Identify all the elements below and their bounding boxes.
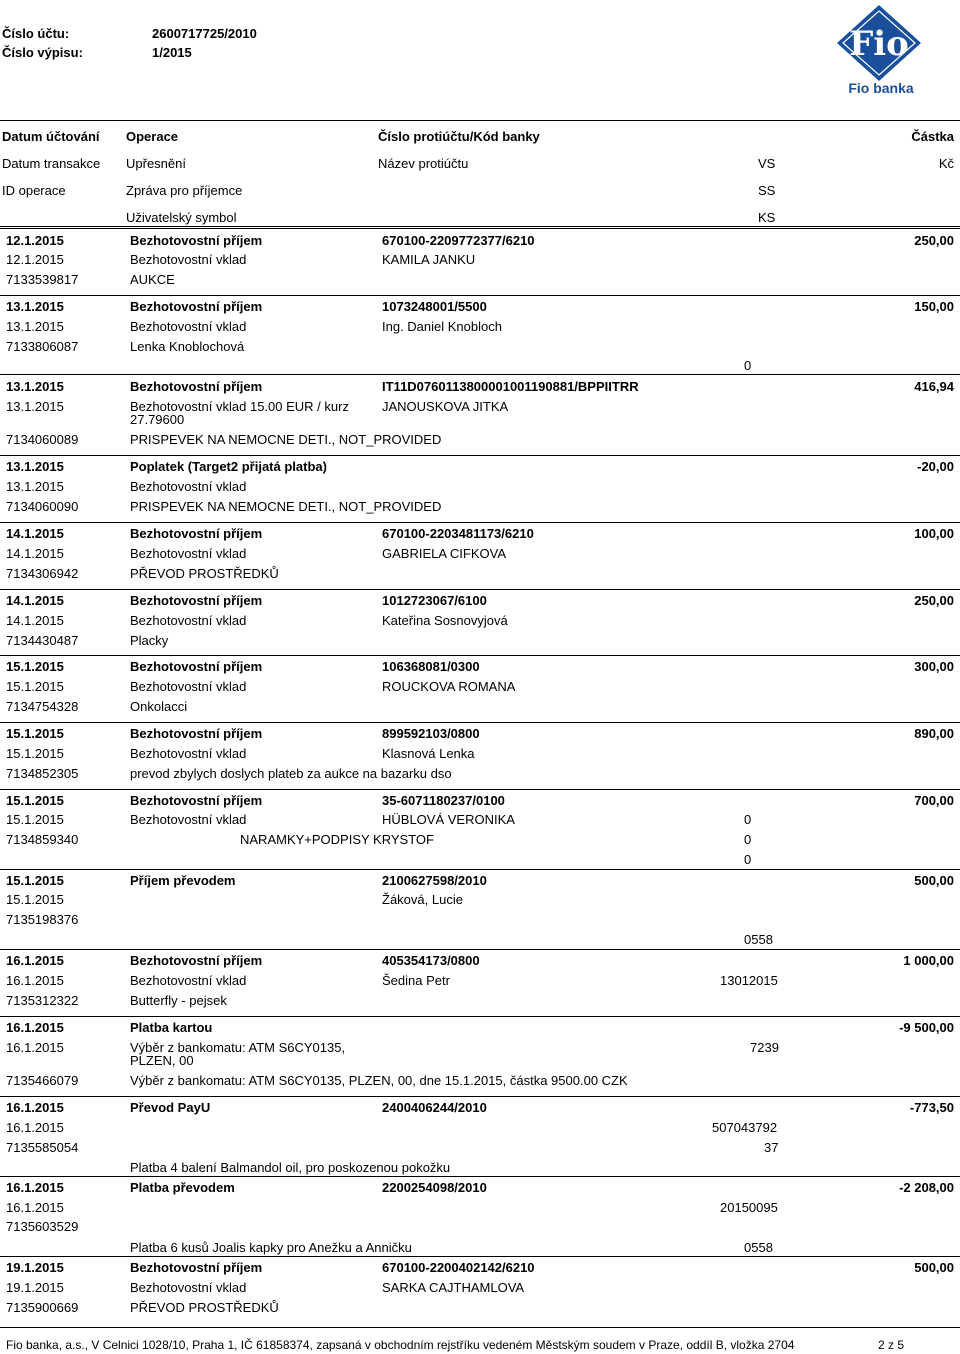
col-header-vs: VS	[758, 156, 776, 171]
txn-id: 7135603529	[6, 1219, 79, 1234]
txn-id: 7135585054	[6, 1140, 79, 1155]
page-number: 2 z 5	[878, 1338, 905, 1352]
txn-date: 16.1.2015	[6, 1100, 64, 1115]
txn-operation: Příjem převodem	[130, 873, 236, 888]
txn-date2: 15.1.2015	[6, 746, 64, 761]
txn-vs: 20150095	[720, 1200, 778, 1215]
row-rule	[0, 455, 960, 456]
txn-account: 2100627598/2010	[382, 873, 487, 888]
txn-date: 19.1.2015	[6, 1260, 64, 1275]
txn-id: 7135466079	[6, 1073, 79, 1088]
txn-message: Placky	[130, 633, 169, 648]
txn-message: PŘEVOD PROSTŘEDKŮ	[130, 1300, 279, 1315]
col-header-user-symbol: Uživatelský symbol	[126, 210, 237, 225]
statement-value: 1/2015	[152, 45, 192, 60]
txn-id: 7134060089	[6, 432, 79, 447]
txn-detail: Bezhotovostní vklad	[130, 679, 247, 694]
txn-ks: 0	[744, 358, 752, 373]
txn-operation: Bezhotovostní příjem	[130, 233, 263, 248]
txn-message: NARAMKY+PODPISY KRYSTOF	[240, 832, 434, 847]
txn-message: PŘEVOD PROSTŘEDKŮ	[130, 566, 279, 581]
row-rule	[0, 589, 960, 590]
col-header-operation: Operace	[126, 129, 179, 144]
txn-name: JANOUSKOVA JITKA	[382, 399, 509, 414]
txn-detail: Bezhotovostní vklad	[130, 479, 247, 494]
txn-date: 16.1.2015	[6, 1020, 64, 1035]
txn-name: Šedina Petr	[382, 973, 450, 988]
txn-date: 14.1.2015	[6, 526, 64, 541]
txn-date2: 14.1.2015	[6, 546, 64, 561]
col-header-transaction-date: Datum transakce	[2, 156, 101, 171]
txn-operation: Bezhotovostní příjem	[130, 379, 263, 394]
row-rule	[0, 869, 960, 870]
row-rule	[0, 722, 960, 723]
txn-ss: 0	[744, 832, 752, 847]
txn-date2: 13.1.2015	[6, 479, 64, 494]
txn-message: PRISPEVEK NA NEMOCNE DETI., NOT_PROVIDED	[130, 499, 442, 514]
txn-name: Kateřina Sosnovyjová	[382, 613, 508, 628]
row-rule	[0, 1176, 960, 1177]
txn-id: 7133806087	[6, 339, 79, 354]
col-header-detail: Upřesnění	[126, 156, 186, 171]
txn-account: 670100-2200402142/6210	[382, 1260, 535, 1275]
txn-operation: Bezhotovostní příjem	[130, 659, 263, 674]
statement-label: Číslo výpisu:	[2, 45, 83, 60]
txn-vs: 0	[744, 812, 752, 827]
txn-operation: Platba kartou	[130, 1020, 213, 1035]
txn-account: 405354173/0800	[382, 953, 480, 968]
txn-amount: 700,00	[914, 793, 954, 808]
col-header-name: Název protiúčtu	[378, 156, 469, 171]
txn-date2: 15.1.2015	[6, 812, 64, 827]
logo-caption: Fio banka	[848, 80, 914, 96]
txn-message: PRISPEVEK NA NEMOCNE DETI., NOT_PROVIDED	[130, 432, 442, 447]
row-rule	[0, 374, 960, 375]
txn-account: 35-6071180237/0100	[382, 793, 505, 808]
txn-amount: 890,00	[914, 726, 954, 741]
row-rule	[0, 522, 960, 523]
txn-account: IT11D0760113800001001190881/BPPIITRR	[382, 379, 639, 394]
txn-date: 15.1.2015	[6, 793, 64, 808]
txn-name: HÜBLOVÁ VERONIKA	[382, 812, 515, 827]
txn-name: Ing. Daniel Knobloch	[382, 319, 502, 334]
txn-detail: Bezhotovostní vklad	[130, 746, 247, 761]
txn-account: 670100-2209772377/6210	[382, 233, 535, 248]
txn-id: 7133539817	[6, 272, 79, 287]
row-rule	[0, 949, 960, 950]
txn-amount: -9 500,00	[899, 1020, 954, 1035]
txn-message: Platba 6 kusů Joalis kapky pro Anežku a Anničku	[130, 1240, 412, 1255]
col-header-amount: Částka	[911, 129, 954, 144]
txn-account: 670100-2203481173/6210	[382, 526, 534, 541]
txn-name: ROUCKOVA ROMANA	[382, 679, 516, 694]
txn-account: 899592103/0800	[382, 726, 480, 741]
txn-operation: Bezhotovostní příjem	[130, 1260, 263, 1275]
txn-id: 7134306942	[6, 566, 79, 581]
txn-date2: 15.1.2015	[6, 679, 64, 694]
txn-amount: -2 208,00	[899, 1180, 954, 1195]
txn-id: 7134430487	[6, 633, 79, 648]
txn-id: 7135198376	[6, 912, 79, 927]
txn-date2: 16.1.2015	[6, 1120, 64, 1135]
txn-detail: Bezhotovostní vklad	[130, 319, 247, 334]
txn-ks: 0558	[744, 1240, 773, 1255]
txn-name: GABRIELA CIFKOVA	[382, 546, 507, 561]
txn-detail: Bezhotovostní vklad	[130, 812, 247, 827]
row-rule	[0, 1096, 960, 1097]
footer-text: Fio banka, a.s., V Celnici 1028/10, Praha 1, IČ 61858374, zapsaná v obchodním rejstříku vedeném Městským soudem v Praze, oddíl B, vložka 2704	[6, 1338, 795, 1352]
txn-detail: Výběr z bankomatu: ATM S6CY0135, PLZEN, 00	[130, 1040, 346, 1068]
fio-logo	[826, 5, 936, 97]
txn-detail: Bezhotovostní vklad	[130, 546, 247, 561]
row-rule	[0, 295, 960, 296]
txn-detail: Bezhotovostní vklad	[130, 973, 247, 988]
txn-amount: 150,00	[914, 299, 954, 314]
txn-operation: Bezhotovostní příjem	[130, 593, 263, 608]
account-label: Číslo účtu:	[2, 26, 70, 41]
col-header-message: Zpráva pro příjemce	[126, 183, 243, 198]
txn-date2: 19.1.2015	[6, 1280, 64, 1295]
txn-amount: -773,50	[909, 1100, 954, 1115]
txn-message: Butterfly - pejsek	[130, 993, 227, 1008]
row-rule	[0, 789, 960, 790]
col-header-date: Datum účtování	[2, 129, 100, 144]
txn-amount: 416,94	[914, 379, 954, 394]
txn-name: Klasnová Lenka	[382, 746, 475, 761]
txn-date2: 16.1.2015	[6, 1040, 64, 1055]
txn-date: 13.1.2015	[6, 459, 64, 474]
txn-name: Žáková, Lucie	[382, 892, 463, 907]
txn-account: 106368081/0300	[382, 659, 480, 674]
txn-ks: 0	[744, 852, 752, 867]
account-value: 2600717725/2010	[152, 26, 257, 41]
txn-vs: 507043792	[712, 1120, 778, 1135]
txn-id: 7134060090	[6, 499, 79, 514]
txn-vs: 7239	[750, 1040, 779, 1055]
txn-date: 15.1.2015	[6, 873, 64, 888]
header-bottom-rule	[0, 226, 960, 227]
txn-id: 7135900669	[6, 1300, 79, 1315]
txn-message: AUKCE	[130, 272, 175, 287]
txn-date: 16.1.2015	[6, 953, 64, 968]
txn-vs: 13012015	[720, 973, 778, 988]
footer-rule	[0, 1327, 960, 1328]
txn-account: 2200254098/2010	[382, 1180, 487, 1195]
txn-message: Lenka Knoblochová	[130, 339, 245, 354]
txn-detail: Bezhotovostní vklad 15.00 EUR / kurz 27.79600	[130, 399, 349, 427]
txn-date: 15.1.2015	[6, 659, 64, 674]
row-rule	[0, 228, 960, 229]
txn-date: 13.1.2015	[6, 299, 64, 314]
txn-amount: 250,00	[914, 233, 954, 248]
txn-id: 7134754328	[6, 699, 79, 714]
txn-operation: Poplatek (Target2 přijatá platba)	[130, 459, 327, 474]
txn-amount: 300,00	[914, 659, 954, 674]
row-rule	[0, 1256, 960, 1257]
txn-account: 1012723067/6100	[382, 593, 487, 608]
txn-date2: 13.1.2015	[6, 399, 64, 414]
txn-date: 15.1.2015	[6, 726, 64, 741]
header-top-rule	[0, 120, 960, 121]
txn-date2: 14.1.2015	[6, 613, 64, 628]
txn-name: SARKA CAJTHAMLOVA	[382, 1280, 525, 1295]
txn-id: 7134852305	[6, 766, 79, 781]
txn-detail: Bezhotovostní vklad	[130, 252, 247, 267]
txn-amount: 100,00	[914, 526, 954, 541]
col-header-ks: KS	[758, 210, 776, 225]
txn-date2: 13.1.2015	[6, 319, 64, 334]
txn-operation: Bezhotovostní příjem	[130, 726, 263, 741]
txn-date: 12.1.2015	[6, 233, 64, 248]
txn-detail: Bezhotovostní vklad	[130, 613, 247, 628]
txn-operation: Bezhotovostní příjem	[130, 526, 263, 541]
txn-amount: -20,00	[917, 459, 954, 474]
txn-operation: Bezhotovostní příjem	[130, 793, 263, 808]
col-header-account: Číslo protiúčtu/Kód banky	[378, 129, 540, 144]
txn-ss: 37	[764, 1140, 779, 1155]
txn-amount: 250,00	[914, 593, 954, 608]
txn-operation: Platba převodem	[130, 1180, 235, 1195]
txn-date: 13.1.2015	[6, 379, 64, 394]
txn-amount: 1 000,00	[903, 953, 954, 968]
txn-date2: 12.1.2015	[6, 252, 64, 267]
txn-message: prevod zbylych doslych plateb za aukce na bazarku dso	[130, 766, 452, 781]
txn-amount: 500,00	[914, 1260, 954, 1275]
col-header-currency: Kč	[938, 156, 954, 171]
txn-message: Onkolacci	[130, 699, 188, 714]
row-rule	[0, 1016, 960, 1017]
txn-name: KAMILA JANKU	[382, 252, 476, 267]
txn-detail: Bezhotovostní vklad	[130, 1280, 247, 1295]
txn-message: Výběr z bankomatu: ATM S6CY0135, PLZEN, 00, dne 15.1.2015, částka 9500.00 CZK	[130, 1073, 628, 1088]
txn-date2: 15.1.2015	[6, 892, 64, 907]
txn-date: 16.1.2015	[6, 1180, 64, 1195]
txn-account: 1073248001/5500	[382, 299, 487, 314]
txn-id: 7134859340	[6, 832, 79, 847]
row-rule	[0, 655, 960, 656]
col-header-id: ID operace	[2, 183, 66, 198]
col-header-ss: SS	[758, 183, 776, 198]
txn-message: Platba 4 balení Balmandol oil, pro poskozenou pokožku	[130, 1160, 451, 1175]
txn-account: 2400406244/2010	[382, 1100, 487, 1115]
txn-id: 7135312322	[6, 993, 79, 1008]
txn-operation: Bezhotovostní příjem	[130, 953, 263, 968]
txn-date: 14.1.2015	[6, 593, 64, 608]
txn-operation: Převod PayU	[130, 1100, 211, 1115]
txn-date2: 16.1.2015	[6, 1200, 64, 1215]
logo-text: Fio	[849, 24, 909, 64]
txn-date2: 16.1.2015	[6, 973, 64, 988]
txn-operation: Bezhotovostní příjem	[130, 299, 263, 314]
txn-ks: 0558	[744, 932, 773, 947]
txn-amount: 500,00	[914, 873, 954, 888]
